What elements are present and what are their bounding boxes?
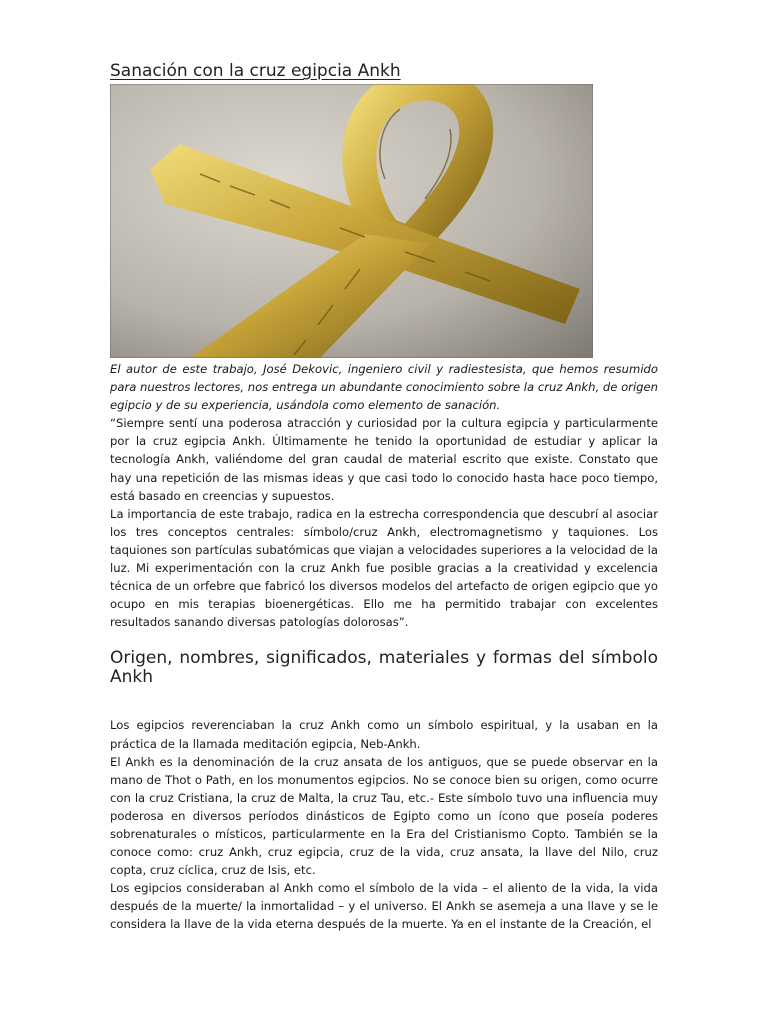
section-paragraph-2: El Ankh es la denominación de la cruz ansata de los antiguos, que se puede observar en la mano de Thot o Path, en los monumentos egipcios. No se conoce bien su origen, como ocurre con la cruz Cristiana, la cruz de Malta, la cruz Tau, etc.- Este símbolo tuvo una influencia muy poderosa en diversos períodos dinásticos de Egipto como un ícono que poseía poderes sobrenaturales o místicos, particularmente en la Era del Cristianismo Copto. También se la conoce como: cruz Ankh, cruz egipcia, cruz de la vida, cruz ansata, la llave del Nilo, cruz copta, cruz cíclica, cruz de Isis, etc. <box>110 754 658 878</box>
photo-caption: El autor de este trabajo, José Dekovic, ingeniero civil y radiestesista, que hemos resumido para nuestros lectores, nos entrega un abundante conocimiento sobre la cruz Ankh, de origen egipcio y de su experiencia, usándola como elemento de sanación. <box>110 362 658 413</box>
section-paragraph-1: Los egipcios reverenciaban la cruz Ankh como un símbolo espiritual, y la usaban en la práctica de la llamada meditación egipcia, Neb-Ankh. <box>110 718 658 751</box>
document-title: Sanación con la cruz egipcia Ankh <box>110 61 401 81</box>
document-page <box>110 58 658 934</box>
section-heading: Origen, nombres, significados, materiales y formas del símbolo Ankh <box>110 648 658 688</box>
ankh-photo <box>110 84 593 358</box>
intro-paragraph-2: La importancia de este trabajo, radica en la estrecha correspondencia que descubrí al asociar los tres conceptos centrales: símbolo/cruz Ankh, electromagnetismo y taquiones. Los taquiones son partículas subatómicas que viajan a velocidades superiores a la velocidad de la luz. Mi experimentación con la cruz Ankh fue posible gracias a la creatividad y excelencia técnica de un orfebre que fabricó los diversos modelos del artefacto de origen egipcio que yo ocupo en mis terapias bioenergéticas. Ello me ha permitido trabajar con excelentes resultados sanando diversas patologías dolorosas”. <box>110 506 658 630</box>
section-paragraph-3: Los egipcios consideraban al Ankh como el símbolo de la vida – el aliento de la vida, la vida después de la muerte/ la inmortalidad – y el universo. El Ankh se asemeja a una llave y se le considera la llave de la vida eterna después de la muerte. Ya en el instante de la Creación, el <box>110 881 658 932</box>
intro-paragraph-1: “Siempre sentí una poderosa atracción y curiosidad por la cultura egipcia y particularmente por la cruz egipcia Ankh. Últimamente he tenido la oportunidad de estudiar y aplicar la tecnología Ankh, valiéndome del gran caudal de material escrito que existe. Constato que hay una repetición de las mismas ideas y que casi todo lo conocido hasta hace poco tiempo, está basado en creencias y supuestos. <box>110 416 658 503</box>
ankh-cross-image <box>110 84 593 358</box>
